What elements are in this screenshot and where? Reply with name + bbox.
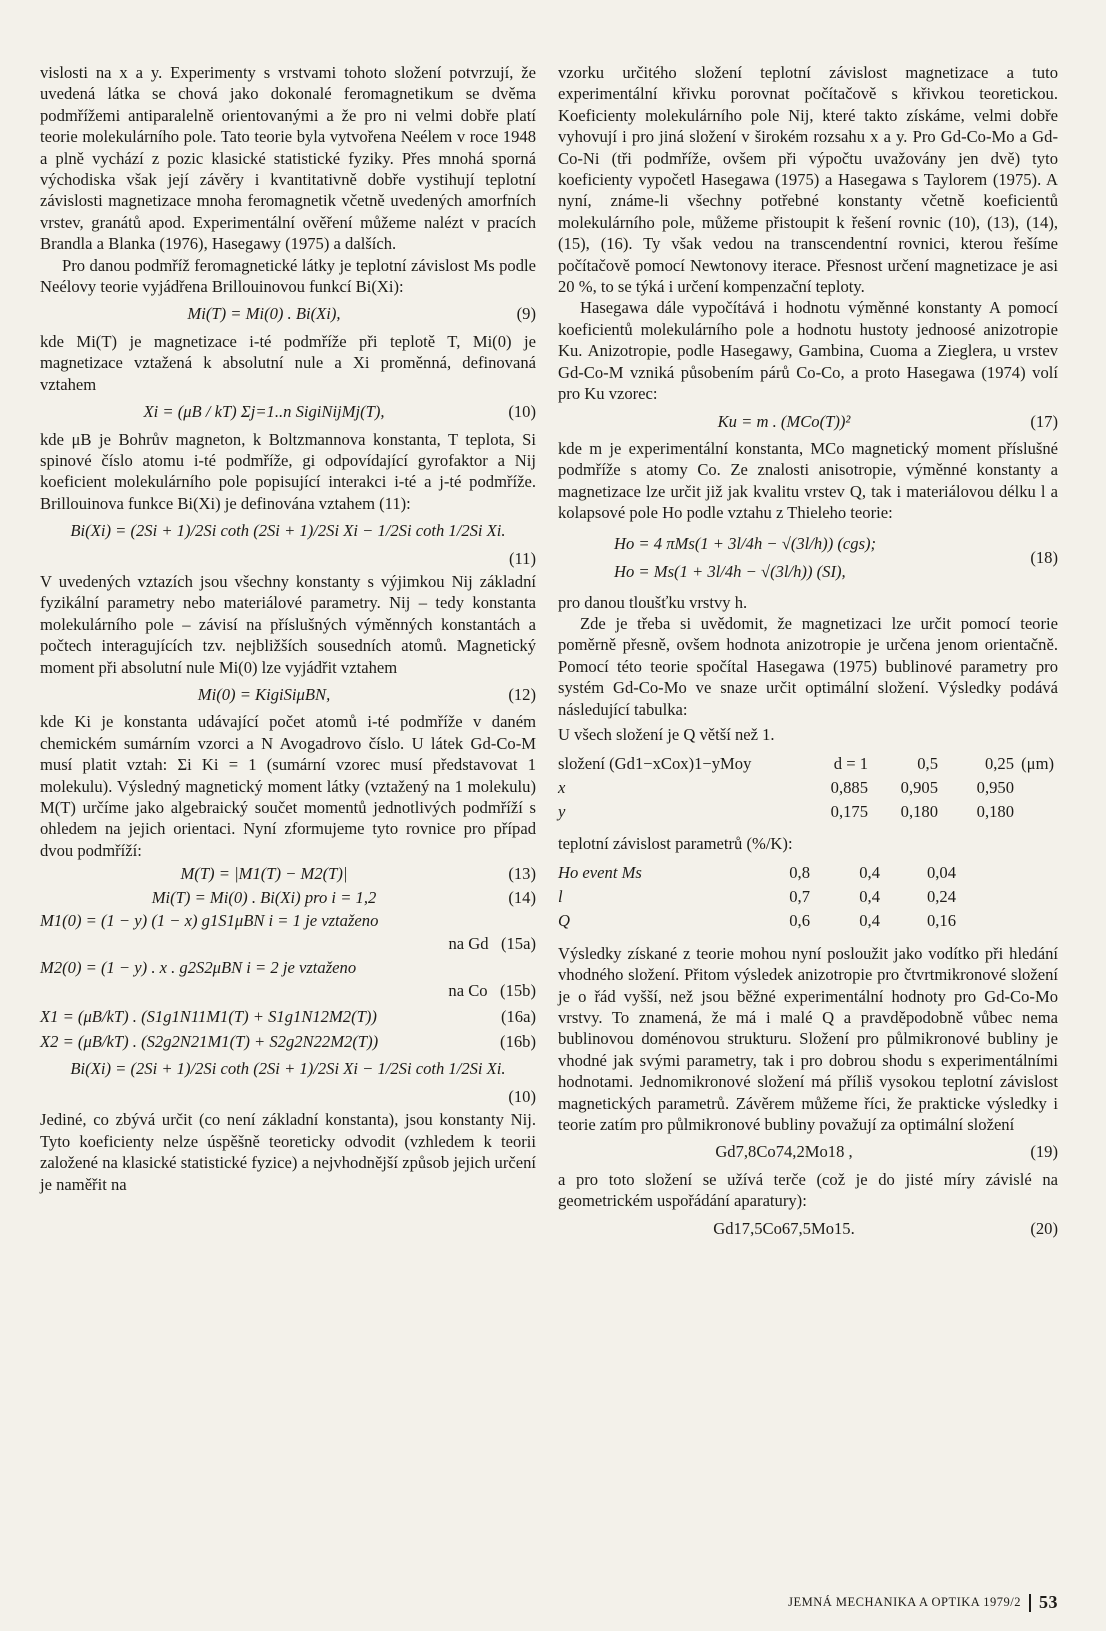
equation-formula: Xi = (μB / kT) Σj=1..n SigiNijMj(T),	[143, 402, 385, 422]
table-cell: 0,4	[859, 887, 880, 907]
paragraph: V uvedených vztazích jsou všechny konstanty s výjimkou Nij základní fyzikální parametry nebo materiálové parametry. Nij – tedy konstanta molekulárního pole – závisí na příslušných výměnných konstantách a počtech interagujících tzv. nejbližších sousedních atomů. Magnetický moment při absolutní nule Mi(0) lze vyjádřit vztahem	[40, 571, 536, 677]
table-cell: 0,4	[859, 911, 880, 931]
equation-9	[40, 303, 536, 324]
equation-formula: Mi(T) = Mi(0) . Bi(Xi),	[187, 304, 341, 324]
equation-15b	[40, 957, 536, 978]
table-cell: 0,175	[830, 801, 868, 821]
table-cell: l	[558, 887, 563, 907]
equation-formula: X1 = (μB/kT) . (S1g1N11M1(T) + S1g1N12M2(T))	[40, 1006, 377, 1026]
equation-15a	[40, 910, 536, 931]
table-cell: 0,180	[976, 801, 1014, 821]
equation-formula: M2(0) = (1 − y) . x . g2S2μBN i = 2 je vztaženo	[40, 957, 357, 977]
table-cell: 0,25	[984, 753, 1014, 773]
page-footer	[788, 1592, 1058, 1613]
paragraph: kde m je experimentální konstanta, MCo magnetický moment příslušné podmříže s atomy Co. Ze znalosti anisotropie, výměnné konstanty a magnetizace lze určit již jak kvalitu vrstev Q, tak i materiálovou délku l a kolapsové pole Ho podle vztahu z Thieleho teorie:	[558, 438, 1058, 523]
equation-note: na Co	[448, 981, 488, 1001]
table-cell: 0,24	[926, 887, 956, 907]
equation-16b	[40, 1031, 536, 1052]
equation-formula: Ho = Ms(1 + 3l/4h − √(3l/h)) (SI),	[614, 561, 846, 581]
equation-14	[40, 887, 536, 908]
table-cell: x	[558, 777, 566, 797]
page-number: 53	[1039, 1592, 1058, 1612]
equation-10	[40, 401, 536, 422]
equation-10-repeat	[40, 1058, 536, 1079]
equation-number: (16b)	[500, 1032, 536, 1052]
paragraph: kde μB je Bohrův magneton, k Boltzmannova konstanta, T teplota, Si spinové číslo atomu i-té podmříže, gi odpovídající gyrofaktor a Nij koeficient molekulárního pole popisující interakci i-té a j-té podmříže. Brillouinova funkce Bi(Xi) je definována vztahem (11):	[40, 429, 536, 513]
table-row	[558, 885, 1058, 909]
paragraph: Jediné, co zbývá určit (co není základní konstanta), jsou konstanty Nij. Tyto koeficienty nelze úspěšně teoreticky odvodit (vzhledem k teorii založené na klasické statistické fyzice) a nejvhodnější způsob jejich určení je naměřit na	[40, 1110, 536, 1194]
equation-formula: Bi(Xi) = (2Si + 1)/2Si coth (2Si + 1)/2Si Xi − 1/2Si coth 1/2Si Xi.	[70, 1059, 506, 1079]
table-cell: složení (Gd1−xCox)1−yMoy	[558, 753, 752, 773]
table-cell: 0,8	[789, 863, 810, 883]
equation-number: (13)	[508, 864, 536, 884]
table-cell: d = 1	[833, 753, 868, 773]
paragraph: teplotní závislost parametrů (%/K):	[558, 834, 793, 854]
table-cell: Q	[558, 911, 570, 931]
temperature-dependence-table	[558, 861, 1058, 933]
equation-formula: Ho = 4 πMs(1 + 3l/4h − √(3l/h)) (cgs);	[614, 533, 877, 553]
equation-formula: X2 = (μB/kT) . (S2g2N21M1(T) + S2g2N22M2(T))	[40, 1032, 379, 1052]
equation-11-number-row	[40, 548, 536, 569]
left-column	[40, 62, 536, 1195]
table-cell: y	[558, 801, 566, 821]
paragraph: vislosti na x a y. Experimenty s vrstvami tohoto složení potvrzují, že uvedená látka se chová jako dokonalé feromagnetikum se dvěma podmřížemi antiparalelně orientovanými a že pro ni velmi dobře platí teorie molekulárního pole. Tato teorie byla vytvořena Neélem v roce 1948 a plně vychází z pozic klasické statistické fyziky. Přes mnohá sporná východiska však její závěry i kvantitativně dobře vystihují teplotní závislosti magnetizace mnoha feromagnetik včetně uvedených amorfních vrstev, granátů apod. Experimentální ověření můžeme nalézt v pracích Brandla a Blanka (1976), Hasegawy (1975) a dalších.	[40, 63, 536, 254]
equation-number: (15a)	[500, 934, 536, 954]
table-cell: 0,6	[789, 911, 810, 931]
equation-19	[558, 1141, 1058, 1162]
equation-number: (12)	[508, 684, 536, 704]
paragraph: kde Mi(T) je magnetizace i-té podmříže při teplotě T, Mi(0) je magnetizace vztažená k absolutní nule a Xi proměnná, definovaná vztahem	[40, 331, 536, 394]
table-cell: 0,905	[900, 777, 938, 797]
equation-number: (15b)	[500, 981, 536, 1001]
composition-table	[558, 751, 1058, 823]
table-row	[558, 861, 1058, 885]
table-cell: 0,4	[859, 863, 880, 883]
equation-number: (16a)	[500, 1006, 536, 1026]
equation-number: (11)	[508, 548, 536, 568]
paragraph: Výsledky získané z teorie mohou nyní posloužit jako vodítko při hledání vhodného složení. Přitom výsledek anizotropie pro čtvrtmikronové složení je o řád vyšší, než jsou běžné experimentální hodnoty pro Gd-Co-Mo vrstvy. To znamená, že má i malé Q a pravděpodobně vůbec nema bublinovou doménovou strukturu. Složení pro půlmikronové bubliny je vhodné jak svými parametry, tak i pro dobrou shodu s experimentálními hodnotami. Jednomikronové složení má příliš vysokou teplotní závislost magnetických parametrů. Závěrem můžeme říci, že prakticke výsledky i teorie zatím pro půlmikronové bubliny považují za optimální složení	[558, 943, 1058, 1135]
equation-formula: Ku = m . (MCo(T))²	[717, 411, 851, 431]
table-row	[558, 775, 1058, 799]
paragraph: vzorku určitého složení teplotní závislost magnetizace a tuto experimentální křivku porovnat počítačově s křivkou teoretickou. Koeficienty molekulárního pole Nij, které takto získáme, velmi dobře vyhovují i pro jiná složení v širokém rozsahu x a y. Pro Gd-Co-Mo a Gd-Co-Ni (tři podmříže, ovšem při výpočtu uvažovány jen dvě) tyto koeficienty vypočetl Hasegawa (1975) a Hasegawa s Taylorem (1975). A nyní, známe-li všechny potřebné konstanty včetně koeficientů molekulárního pole, můžeme přistoupit k řešení rovnic (10), (13), (14), (15), (16). Ty však vedou na transcendentní rovnici, kterou řešíme počítačově pomocí Newtonovy iterace. Přesnost určení magnetizace je asi 20 %, to se týká i určení kompenzační teploty.	[558, 63, 1058, 297]
equation-formula: M(T) = |M1(T) − M2(T)|	[180, 864, 348, 884]
equation-number: (18)	[1030, 547, 1058, 567]
equation-18	[558, 530, 1058, 586]
table-cell: (μm)	[1021, 753, 1054, 773]
equation-15a-cont	[40, 933, 536, 954]
table-cell: 0,04	[926, 863, 956, 883]
equation-12	[40, 684, 536, 705]
equation-number: (10)	[508, 1086, 536, 1106]
equation-13	[40, 863, 536, 884]
equation-number: (9)	[516, 304, 536, 324]
paragraph: Hasegawa dále vypočítává i hodnotu výměnné konstanty A pomocí koeficientů molekulárního pole a hodnotu hustoty jednoosé anizotropie Ku. Anizotropie, podle Hasegawy, Gambina, Cuoma a Zieglera, u vrstev Gd-Co-M vzniká působením párů Co-Co, a proto Hasegawa (1974) volí pro Ku vzorec:	[558, 298, 1058, 404]
table-cell: 0,950	[976, 777, 1014, 797]
table-row	[558, 909, 1058, 933]
equation-formula: Mi(0) = KigiSiμBN,	[197, 684, 331, 704]
paragraph: a pro toto složení se užívá terče (což je do jisté míry závislé na geometrickém uspořádání aparatury):	[558, 1169, 1058, 1211]
equation-number: (10)	[508, 402, 536, 422]
equation-number: (19)	[1030, 1142, 1058, 1162]
equation-number: (17)	[1030, 411, 1058, 431]
equation-formula: Bi(Xi) = (2Si + 1)/2Si coth (2Si + 1)/2Si Xi − 1/2Si coth 1/2Si Xi.	[70, 521, 506, 541]
right-column	[558, 62, 1058, 1245]
equation-formula: Mi(T) = Mi(0) . Bi(Xi) pro i = 1,2	[151, 887, 377, 907]
journal-name: JEMNÁ MECHANIKA A OPTIKA 1979/2	[788, 1595, 1021, 1609]
equation-10-repeat-number-row	[40, 1086, 536, 1107]
table-row	[558, 799, 1058, 823]
table-cell: 0,5	[917, 753, 938, 773]
table-cell: 0,16	[926, 911, 956, 931]
equation-20	[558, 1218, 1058, 1239]
equation-number: (14)	[508, 887, 536, 907]
equation-number: (20)	[1030, 1218, 1058, 1238]
paragraph: Pro danou podmříž feromagnetické látky je teplotní závislost Ms podle Neélovy teorie vyjádřena Brillouinovou funkcí Bi(Xi):	[40, 255, 536, 297]
table-cell: 0,180	[900, 801, 938, 821]
equation-formula: Gd17,5Co67,5Mo15.	[713, 1218, 855, 1238]
paragraph: U všech složení je Q větší než 1.	[558, 724, 775, 744]
footer-divider	[1029, 1594, 1031, 1612]
paragraph: kde Ki je konstanta udávající počet atomů i-té podmříže v daném chemickém sumárním vzorci a N Avogadrovo číslo. U látek Gd-Co-M musí platit vztah: Σi Ki = 1 (sumární vzorec musí představovat 1 molekulu). Výsledný magnetický moment látky (vztažený na 1 molekulu) M(T) určíme jako algebraický součet momentů jednotlivých podmříží s ohledem na jejich orientaci. Nyní zformujeme tyto rovnice pro případ dvou podmříží:	[40, 712, 536, 860]
table-cell: 0,885	[830, 777, 868, 797]
paragraph: pro danou tloušťku vrstvy h.	[558, 592, 748, 612]
paragraph: Zde je třeba si uvědomit, že magnetizaci lze určit pomocí teorie poměrně přesně, ovšem hodnota anizotropie je určena jenom orientačně. Pomocí této teorie spočítal Hasegawa (1975) bublinové parametry pro systém Gd-Co-Mo ve snaze určit optimální složení. Výsledky podává následující tabulka:	[558, 613, 1058, 719]
equation-16a	[40, 1006, 536, 1027]
equation-formula: Gd7,8Co74,2Mo18 ,	[715, 1142, 853, 1162]
table-cell: 0,7	[789, 887, 810, 907]
table-cell: Ho event Ms	[558, 863, 642, 883]
equation-formula: M1(0) = (1 − y) (1 − x) g1S1μBN i = 1 je vztaženo	[40, 911, 379, 931]
equation-11	[40, 520, 536, 541]
equation-17	[558, 411, 1058, 432]
equation-15b-cont	[40, 980, 536, 1001]
table-row	[558, 751, 1058, 775]
equation-note: na Gd	[448, 934, 489, 954]
